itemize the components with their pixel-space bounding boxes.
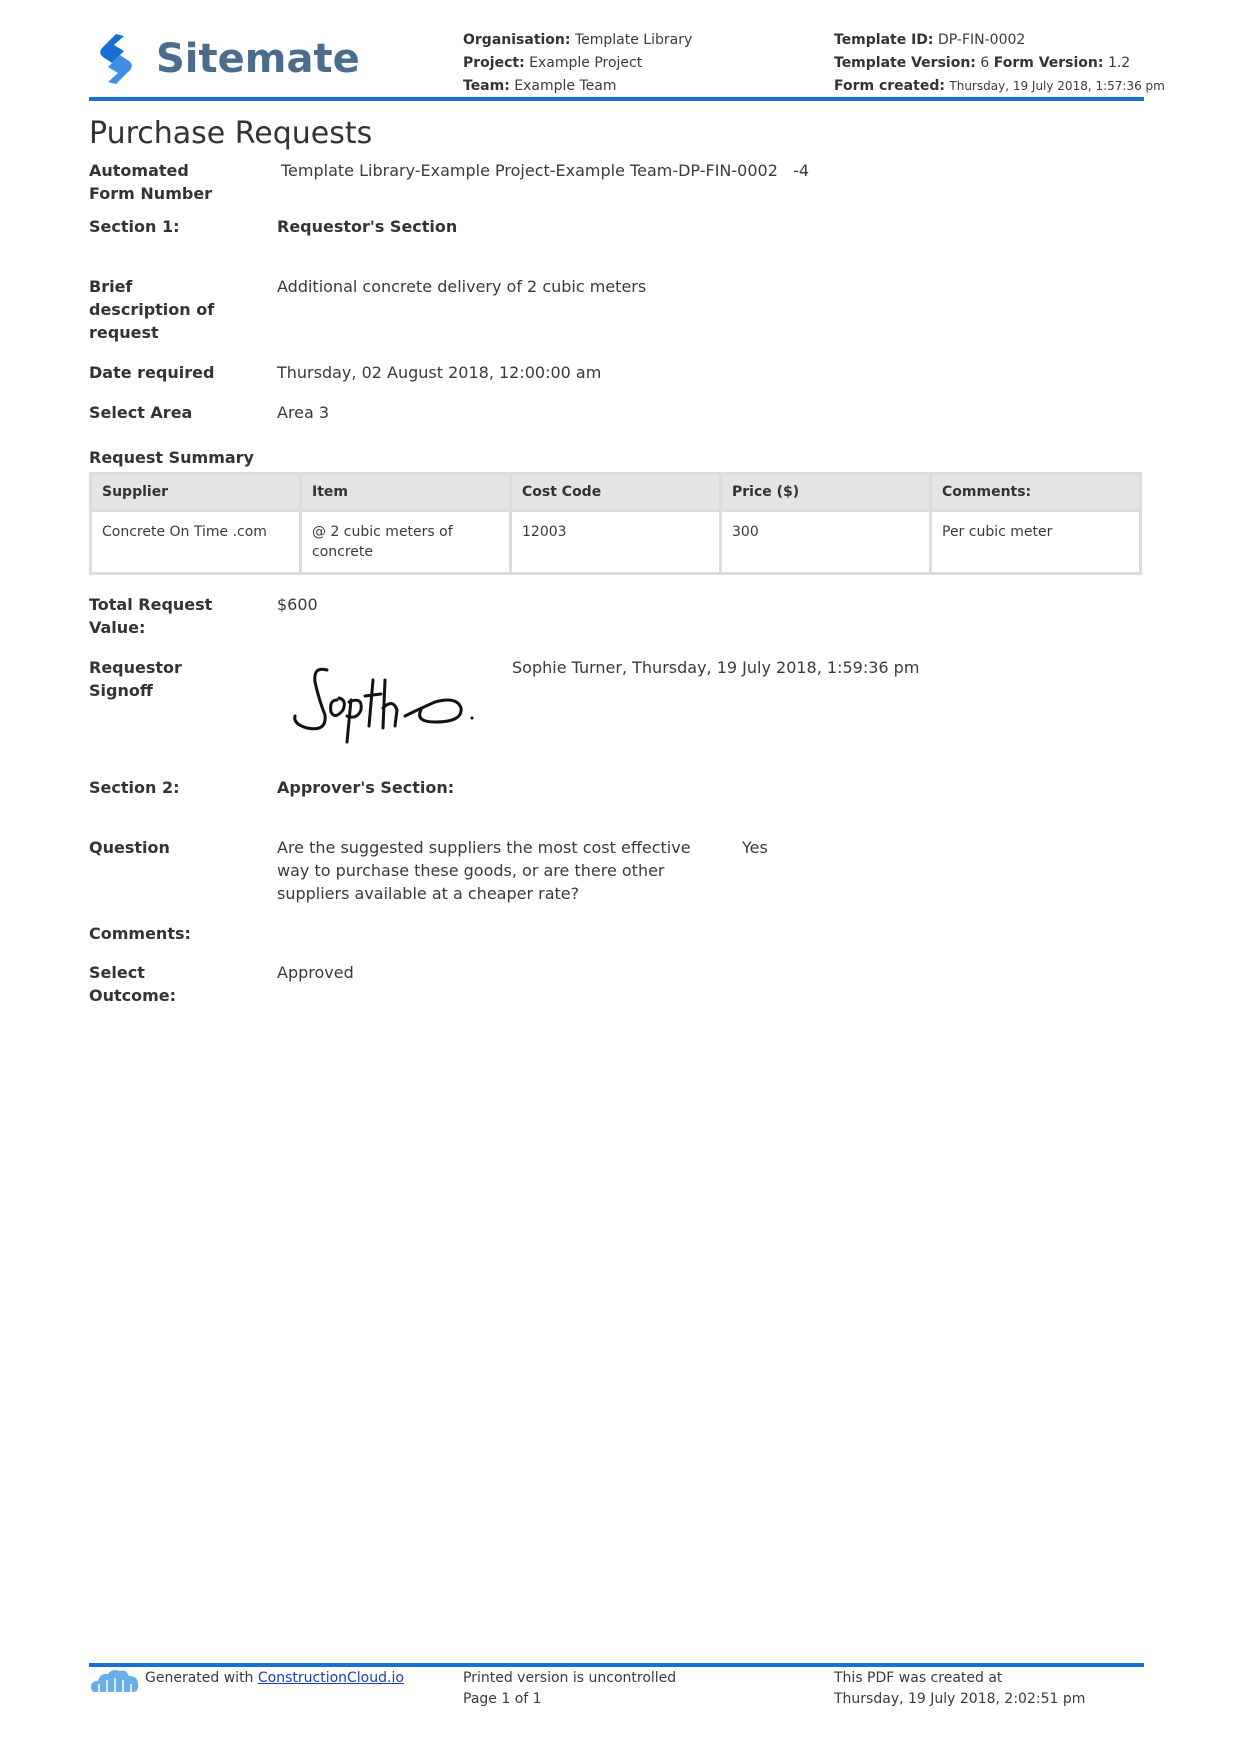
area-value: Area 3 bbox=[277, 403, 330, 422]
cloud-icon bbox=[89, 1668, 141, 1694]
signature-image bbox=[285, 660, 485, 748]
header-divider bbox=[89, 97, 1144, 101]
generated-with: Generated with ConstructionCloud.io bbox=[145, 1670, 404, 1686]
section2-title: Approver's Section: bbox=[277, 778, 455, 797]
col-price: Price ($) bbox=[722, 475, 929, 509]
col-supplier: Supplier bbox=[92, 475, 299, 509]
table-row bbox=[92, 512, 1139, 572]
cell-cost-code: 12003 bbox=[512, 512, 719, 572]
summary-label: Request Summary bbox=[89, 448, 254, 467]
total-value: $600 bbox=[277, 595, 318, 614]
section1-title: Requestor's Section bbox=[277, 217, 458, 236]
total-label: Total Request Value: bbox=[89, 595, 213, 637]
organisation-value: Template Library bbox=[574, 32, 693, 48]
comments-label: Comments: bbox=[89, 924, 191, 943]
section1-label: Section 1: bbox=[89, 217, 180, 236]
signature-drawing bbox=[285, 660, 485, 748]
footer-divider bbox=[89, 1663, 1144, 1667]
table-header-row bbox=[92, 475, 1139, 509]
date-label: Date required bbox=[89, 363, 215, 382]
brand-name: Sitemate bbox=[156, 36, 360, 82]
brief-value: Additional concrete delivery of 2 cubic meters bbox=[277, 277, 647, 296]
form-number-value: Template Library-Example Project-Example Team-DP-FIN-0002 -4 bbox=[281, 161, 810, 180]
cell-item: @ 2 cubic meters of concrete bbox=[302, 512, 509, 572]
cell-comments: Per cubic meter bbox=[932, 512, 1139, 572]
template-id-line: Template ID: DP-FIN-0002 bbox=[834, 32, 1026, 48]
footer-right bbox=[834, 1668, 1085, 1710]
col-comments: Comments: bbox=[932, 475, 1139, 509]
header-meta-middle bbox=[463, 29, 692, 98]
signature-text bbox=[485, 660, 486, 661]
sitemate-logo bbox=[94, 30, 360, 88]
cell-price: 300 bbox=[722, 512, 929, 572]
request-summary-table bbox=[89, 472, 1142, 575]
outcome-label: Select Outcome: bbox=[89, 963, 177, 1005]
cell-supplier: Concrete On Time .com bbox=[92, 512, 299, 572]
area-label: Select Area bbox=[89, 403, 193, 422]
date-value: Thursday, 02 August 2018, 12:00:00 am bbox=[277, 363, 602, 382]
question-label: Question bbox=[89, 838, 170, 857]
template-id-value: DP-FIN-0002 bbox=[937, 32, 1026, 48]
brief-label: Brief description of request bbox=[89, 277, 215, 342]
question-text: Are the suggested suppliers the most cost effective way to purchase these goods, or are there other suppliers available at a cheaper rate? bbox=[277, 838, 691, 903]
sitemate-logo-icon bbox=[94, 30, 138, 88]
form-created-value: Thursday, 19 July 2018, 1:57:36 pm bbox=[949, 79, 1165, 93]
template-version-value: 6 bbox=[980, 55, 990, 71]
footer-middle bbox=[463, 1668, 676, 1710]
section2-label: Section 2: bbox=[89, 778, 180, 797]
team-value: Example Team bbox=[514, 78, 617, 94]
project-line: Project: Example Project bbox=[463, 55, 643, 71]
project-value: Example Project bbox=[529, 55, 643, 71]
page-number: Page 1 of 1 bbox=[463, 1691, 542, 1707]
form-version-value: 1.2 bbox=[1107, 55, 1131, 71]
signoff-label: Requestor Signoff bbox=[89, 658, 182, 700]
pdf-created-value: Thursday, 19 July 2018, 2:02:51 pm bbox=[834, 1691, 1086, 1707]
header-meta-right bbox=[834, 29, 1165, 98]
outcome-value: Approved bbox=[277, 963, 354, 982]
team-line: Team: Example Team bbox=[463, 78, 617, 94]
printed-note: Printed version is uncontrolled bbox=[463, 1670, 677, 1686]
question-answer: Yes bbox=[742, 838, 768, 857]
signoff-value: Sophie Turner, Thursday, 19 July 2018, 1:59:36 pm bbox=[512, 658, 920, 677]
template-version-line: Template Version: 6 Form Version: 1.2 bbox=[834, 55, 1131, 71]
pdf-created-label: This PDF was created at bbox=[834, 1670, 1003, 1686]
organisation-line: Organisation: Template Library bbox=[463, 32, 693, 48]
constructioncloud-link[interactable]: ConstructionCloud.io bbox=[257, 1670, 404, 1686]
page-title: Purchase Requests bbox=[89, 116, 373, 151]
col-cost-code: Cost Code bbox=[512, 475, 719, 509]
form-created-line: Form created: Thursday, 19 July 2018, 1:57:36 pm bbox=[834, 78, 1165, 94]
col-item: Item bbox=[302, 475, 509, 509]
form-number-label: Automated Form Number bbox=[89, 161, 213, 203]
